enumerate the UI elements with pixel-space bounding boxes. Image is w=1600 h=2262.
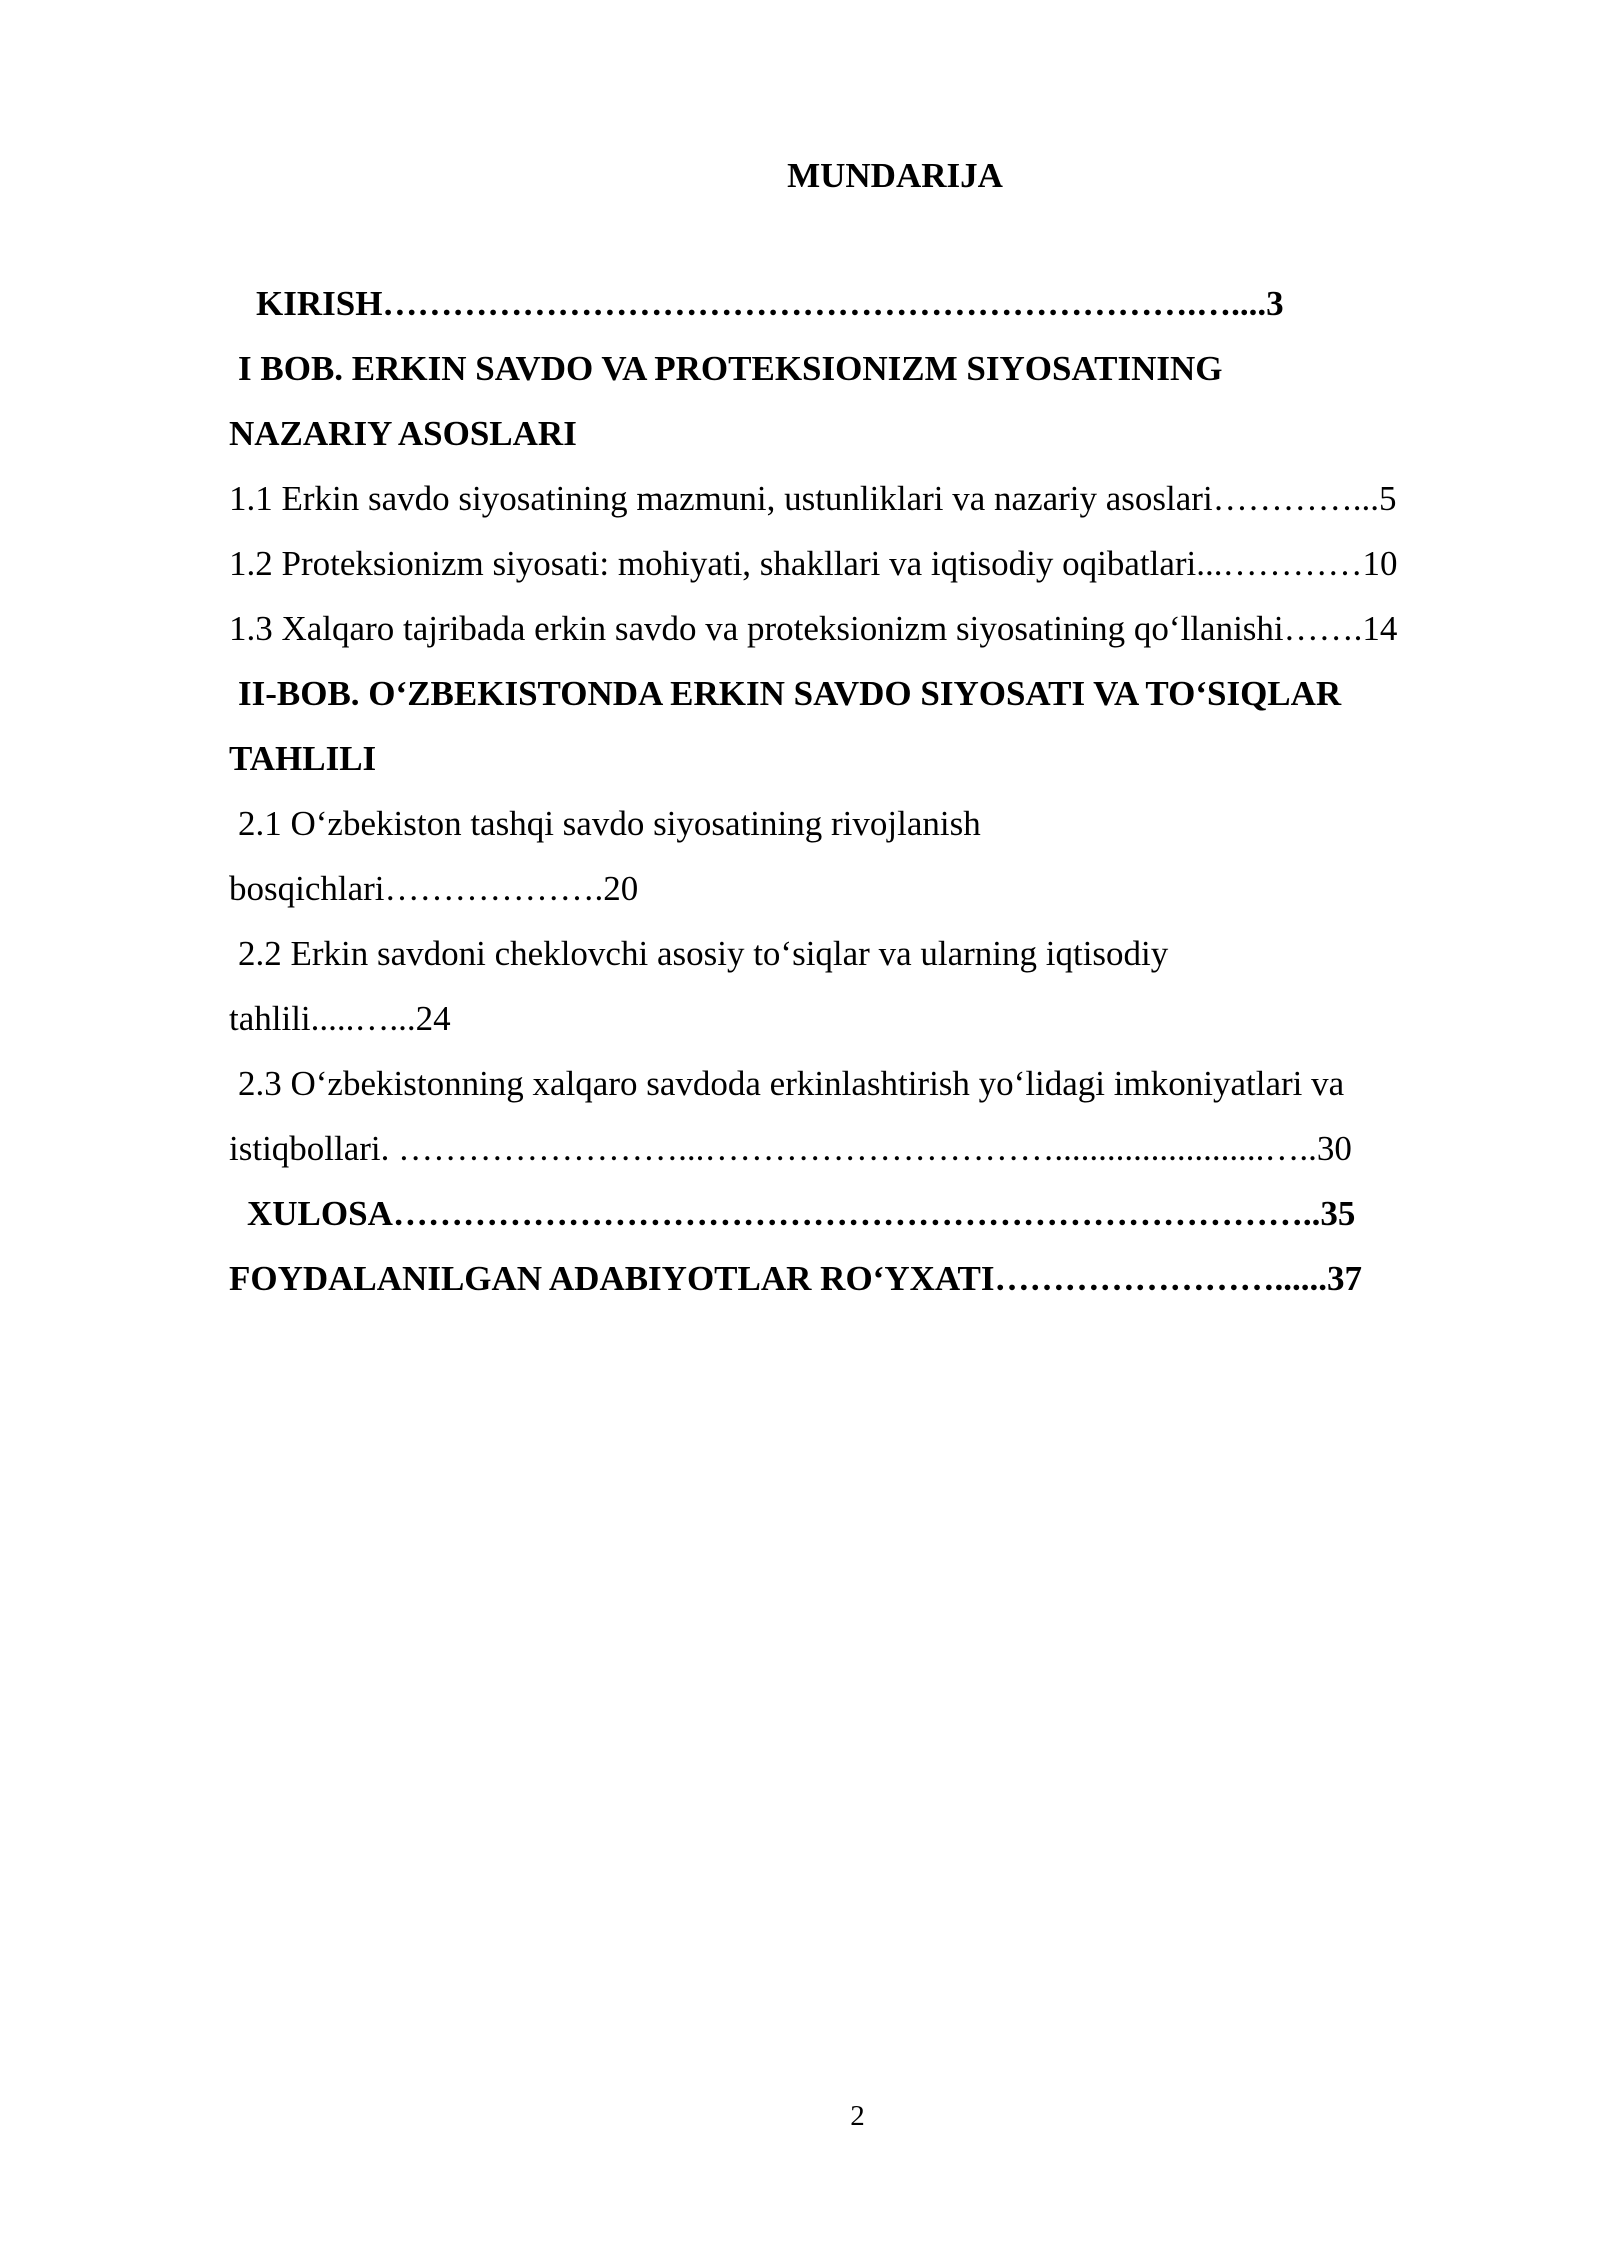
toc-entry-1-2: 1.2 Proteksionizm siyosati: mohiyati, shakllari va iqtisodiy oqibatlari...…………10 [229,544,1398,583]
toc-entry-2-2-cont: tahlili.....…...24 [229,999,451,1038]
toc-entry-1-1: 1.1 Erkin savdo siyosatining mazmuni, ustunliklari va nazariy asoslari…………...5 [229,479,1397,518]
toc-entry-xulosa: XULOSA……………………………………………………………………..35 [247,1194,1356,1233]
toc-entry-2-2: 2.2 Erkin savdoni cheklovchi asosiy to‘siqlar va ularning iqtisodiy [238,934,1169,973]
toc-entry-2-3-cont: istiqbollari. ……………………...…………………………........................…..30 [229,1129,1352,1168]
toc-chapter-2-heading: II-BOB. O‘ZBEKISTONDA ERKIN SAVDO SIYOSATI VA TO‘SIQLAR [238,674,1342,713]
toc-entry-1-3: 1.3 Xalqaro tajribada erkin savdo va proteksionizm siyosatining qo‘llanishi…….14 [229,609,1398,648]
toc-entry-2-3: 2.3 O‘zbekistonning xalqaro savdoda erkinlashtirish yo‘lidagi imkoniyatlari va [238,1064,1345,1103]
toc-entry-bibliography: FOYDALANILGAN ADABIYOTLAR RO‘YXATI……………………......37 [229,1259,1363,1298]
toc-title: MUNDARIJA [787,156,1003,195]
toc-chapter-1-heading-cont: NAZARIY ASOSLARI [229,414,577,453]
toc-entry-kirish: KIRISH…………………………………………………………….…....3 [256,284,1284,323]
toc-entry-2-1-cont: bosqichlari……………….20 [229,869,639,908]
page-number: 2 [850,2100,865,2132]
toc-chapter-1-heading: I BOB. ERKIN SAVDO VA PROTEKSIONIZM SIYOSATINING [238,349,1223,388]
toc-entry-2-1: 2.1 O‘zbekiston tashqi savdo siyosatining rivojlanish [238,804,981,843]
toc-chapter-2-heading-cont: TAHLILI [229,739,377,778]
